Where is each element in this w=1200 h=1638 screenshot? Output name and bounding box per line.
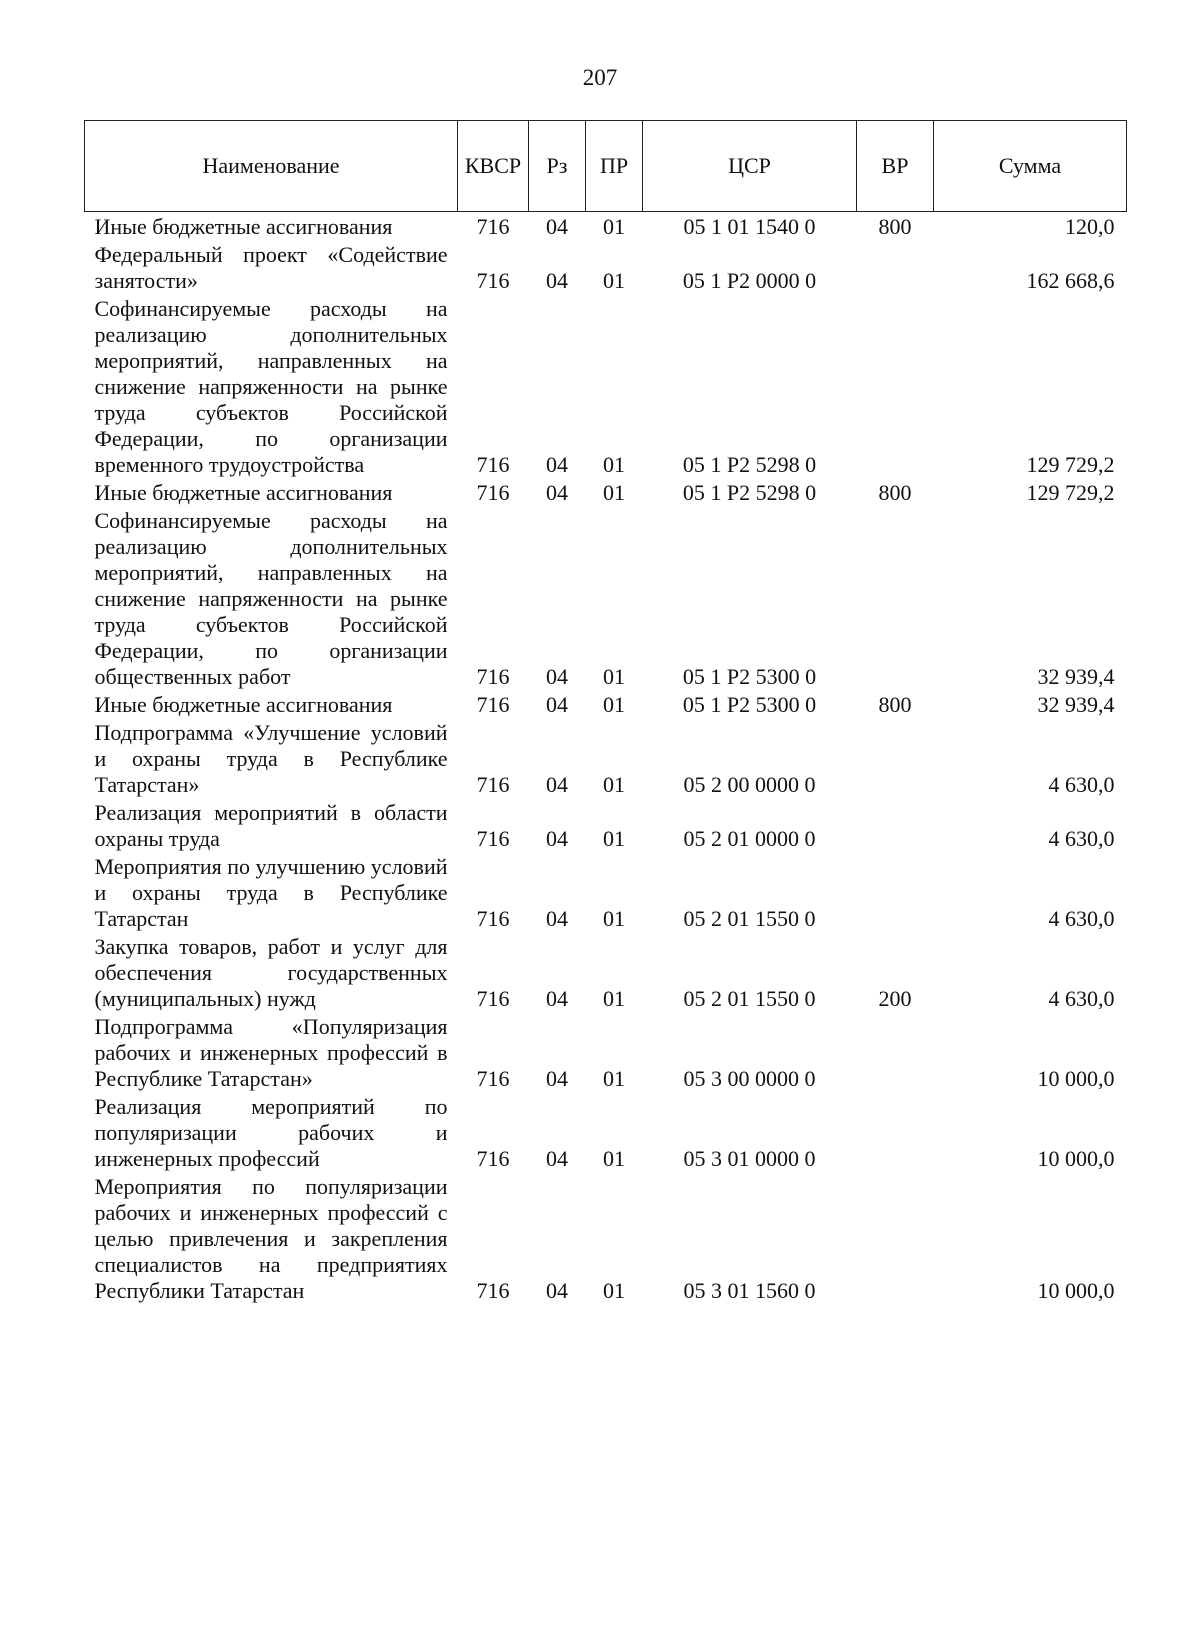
row-name: Федеральный проект «Содействие занятости» — [94, 242, 448, 293]
row-csr: 05 1 P2 5298 0 — [682, 452, 817, 477]
row-sum: 129 729,2 — [1026, 480, 1115, 505]
row-name: Реализация мероприятий в области охраны труда — [94, 800, 448, 851]
row-pr: 01 — [603, 1066, 625, 1091]
row-sum: 120,0 — [1065, 214, 1115, 239]
header-csr: ЦСР — [643, 121, 857, 212]
row-sum: 32 939,4 — [1037, 664, 1115, 689]
row-pr: 01 — [603, 906, 625, 931]
header-rz: Рз — [529, 121, 586, 212]
row-csr: 05 2 01 1550 0 — [683, 986, 816, 1011]
table-row — [85, 479, 1127, 507]
row-pr: 01 — [603, 1146, 625, 1171]
row-vr: 800 — [878, 214, 912, 239]
row-rz: 04 — [546, 452, 568, 477]
row-pr: 01 — [603, 452, 625, 477]
row-name: Мероприятия по улучшению условий и охраны труда в Республике Татарстан — [94, 854, 448, 931]
table-row — [85, 719, 1127, 799]
row-pr: 01 — [603, 480, 625, 505]
row-name: Подпрограмма «Популяризация рабочих и инженерных профессий в Республике Татарстан» — [94, 1014, 448, 1091]
row-kvsr: 716 — [476, 214, 510, 239]
row-vr — [857, 719, 934, 799]
row-sum: 4 630,0 — [1048, 772, 1115, 797]
table-row — [85, 691, 1127, 719]
row-name: Мероприятия по популяризации рабочих и инженерных профессий с целью привлечения и закрепления специалистов на предприятиях Республики Татарстан — [94, 1174, 448, 1303]
row-rz: 04 — [546, 986, 568, 1011]
row-kvsr: 716 — [476, 692, 510, 717]
row-vr — [857, 241, 934, 295]
row-sum: 4 630,0 — [1048, 906, 1115, 931]
row-csr: 05 2 01 0000 0 — [683, 826, 816, 851]
table-header — [85, 121, 1127, 212]
row-sum: 162 668,6 — [1026, 268, 1115, 293]
row-vr: 200 — [878, 986, 912, 1011]
row-kvsr: 716 — [476, 664, 510, 689]
row-rz: 04 — [546, 906, 568, 931]
row-name: Софинансируемые расходы на реализацию дополнительных мероприятий, направленных на снижение напряженности на рынке труда субъектов Российской Федерации, по организации временного трудоустройства — [94, 296, 448, 477]
row-csr: 05 1 P2 5300 0 — [682, 664, 817, 689]
row-name: Реализация мероприятий по популяризации рабочих и инженерных профессий — [94, 1094, 448, 1171]
row-pr: 01 — [603, 1278, 625, 1303]
row-name: Иные бюджетные ассигнования — [94, 480, 393, 505]
header-sum: Сумма — [934, 121, 1127, 212]
row-rz: 04 — [546, 1278, 568, 1303]
row-sum: 10 000,0 — [1037, 1146, 1115, 1171]
row-pr: 01 — [603, 214, 625, 239]
row-sum: 4 630,0 — [1048, 986, 1115, 1011]
row-name: Иные бюджетные ассигнования — [94, 692, 393, 717]
row-kvsr: 716 — [476, 906, 510, 931]
row-rz: 04 — [546, 772, 568, 797]
row-kvsr: 716 — [476, 452, 510, 477]
row-vr — [857, 799, 934, 853]
row-name: Софинансируемые расходы на реализацию дополнительных мероприятий, направленных на снижение напряженности на рынке труда субъектов Российской Федерации, по организации общественных работ — [94, 508, 448, 689]
row-pr: 01 — [603, 826, 625, 851]
budget-table — [84, 120, 1127, 1305]
row-rz: 04 — [546, 826, 568, 851]
table-row — [85, 1093, 1127, 1173]
row-vr — [857, 1013, 934, 1093]
row-csr: 05 1 P2 5300 0 — [682, 692, 817, 717]
table-row — [85, 799, 1127, 853]
row-pr: 01 — [603, 268, 625, 293]
table-row — [85, 507, 1127, 691]
row-kvsr: 716 — [476, 480, 510, 505]
row-rz: 04 — [546, 1146, 568, 1171]
row-vr — [857, 853, 934, 933]
row-name: Закупка товаров, работ и услуг для обеспечения государственных (муниципальных) нужд — [94, 934, 448, 1011]
header-row — [85, 121, 1127, 212]
row-vr — [857, 1093, 934, 1173]
row-rz: 04 — [546, 480, 568, 505]
row-kvsr: 716 — [476, 1278, 510, 1303]
row-kvsr: 716 — [476, 1146, 510, 1171]
row-vr — [857, 295, 934, 479]
table-row — [85, 295, 1127, 479]
header-name: Наименование — [85, 121, 458, 212]
row-sum: 129 729,2 — [1026, 452, 1115, 477]
row-csr: 05 3 01 1560 0 — [683, 1278, 816, 1303]
row-kvsr: 716 — [476, 268, 510, 293]
row-vr — [857, 507, 934, 691]
row-kvsr: 716 — [476, 1066, 510, 1091]
row-sum: 10 000,0 — [1037, 1278, 1115, 1303]
row-csr: 05 1 P2 5298 0 — [682, 480, 817, 505]
row-name: Иные бюджетные ассигнования — [94, 214, 393, 239]
row-rz: 04 — [546, 268, 568, 293]
row-csr: 05 3 01 0000 0 — [683, 1146, 816, 1171]
row-name: Подпрограмма «Улучшение условий и охраны труда в Республике Татарстан» — [94, 720, 448, 797]
row-pr: 01 — [603, 986, 625, 1011]
table-row — [85, 241, 1127, 295]
row-pr: 01 — [603, 772, 625, 797]
row-kvsr: 716 — [476, 986, 510, 1011]
header-kvsr: КВСР — [458, 121, 529, 212]
row-kvsr: 716 — [476, 826, 510, 851]
row-csr: 05 2 01 1550 0 — [683, 906, 816, 931]
row-pr: 01 — [603, 692, 625, 717]
row-sum: 10 000,0 — [1037, 1066, 1115, 1091]
row-csr: 05 1 01 1540 0 — [683, 214, 816, 239]
row-csr: 05 2 00 0000 0 — [683, 772, 816, 797]
table-body — [85, 212, 1127, 1306]
row-kvsr: 716 — [476, 772, 510, 797]
table-row — [85, 1013, 1127, 1093]
row-rz: 04 — [546, 664, 568, 689]
row-pr: 01 — [603, 664, 625, 689]
table-row — [85, 933, 1127, 1013]
table-row — [85, 853, 1127, 933]
header-pr: ПР — [586, 121, 643, 212]
header-vr: ВР — [857, 121, 934, 212]
row-csr: 05 1 P2 0000 0 — [682, 268, 817, 293]
table-row — [85, 212, 1127, 242]
row-vr: 800 — [878, 480, 912, 505]
table-row — [85, 1173, 1127, 1305]
row-csr: 05 3 00 0000 0 — [683, 1066, 816, 1091]
row-vr — [857, 1173, 934, 1305]
row-sum: 32 939,4 — [1037, 692, 1115, 717]
row-rz: 04 — [546, 692, 568, 717]
row-rz: 04 — [546, 214, 568, 239]
row-rz: 04 — [546, 1066, 568, 1091]
page-number: 207 — [582, 65, 618, 90]
row-sum: 4 630,0 — [1048, 826, 1115, 851]
row-vr: 800 — [878, 692, 912, 717]
